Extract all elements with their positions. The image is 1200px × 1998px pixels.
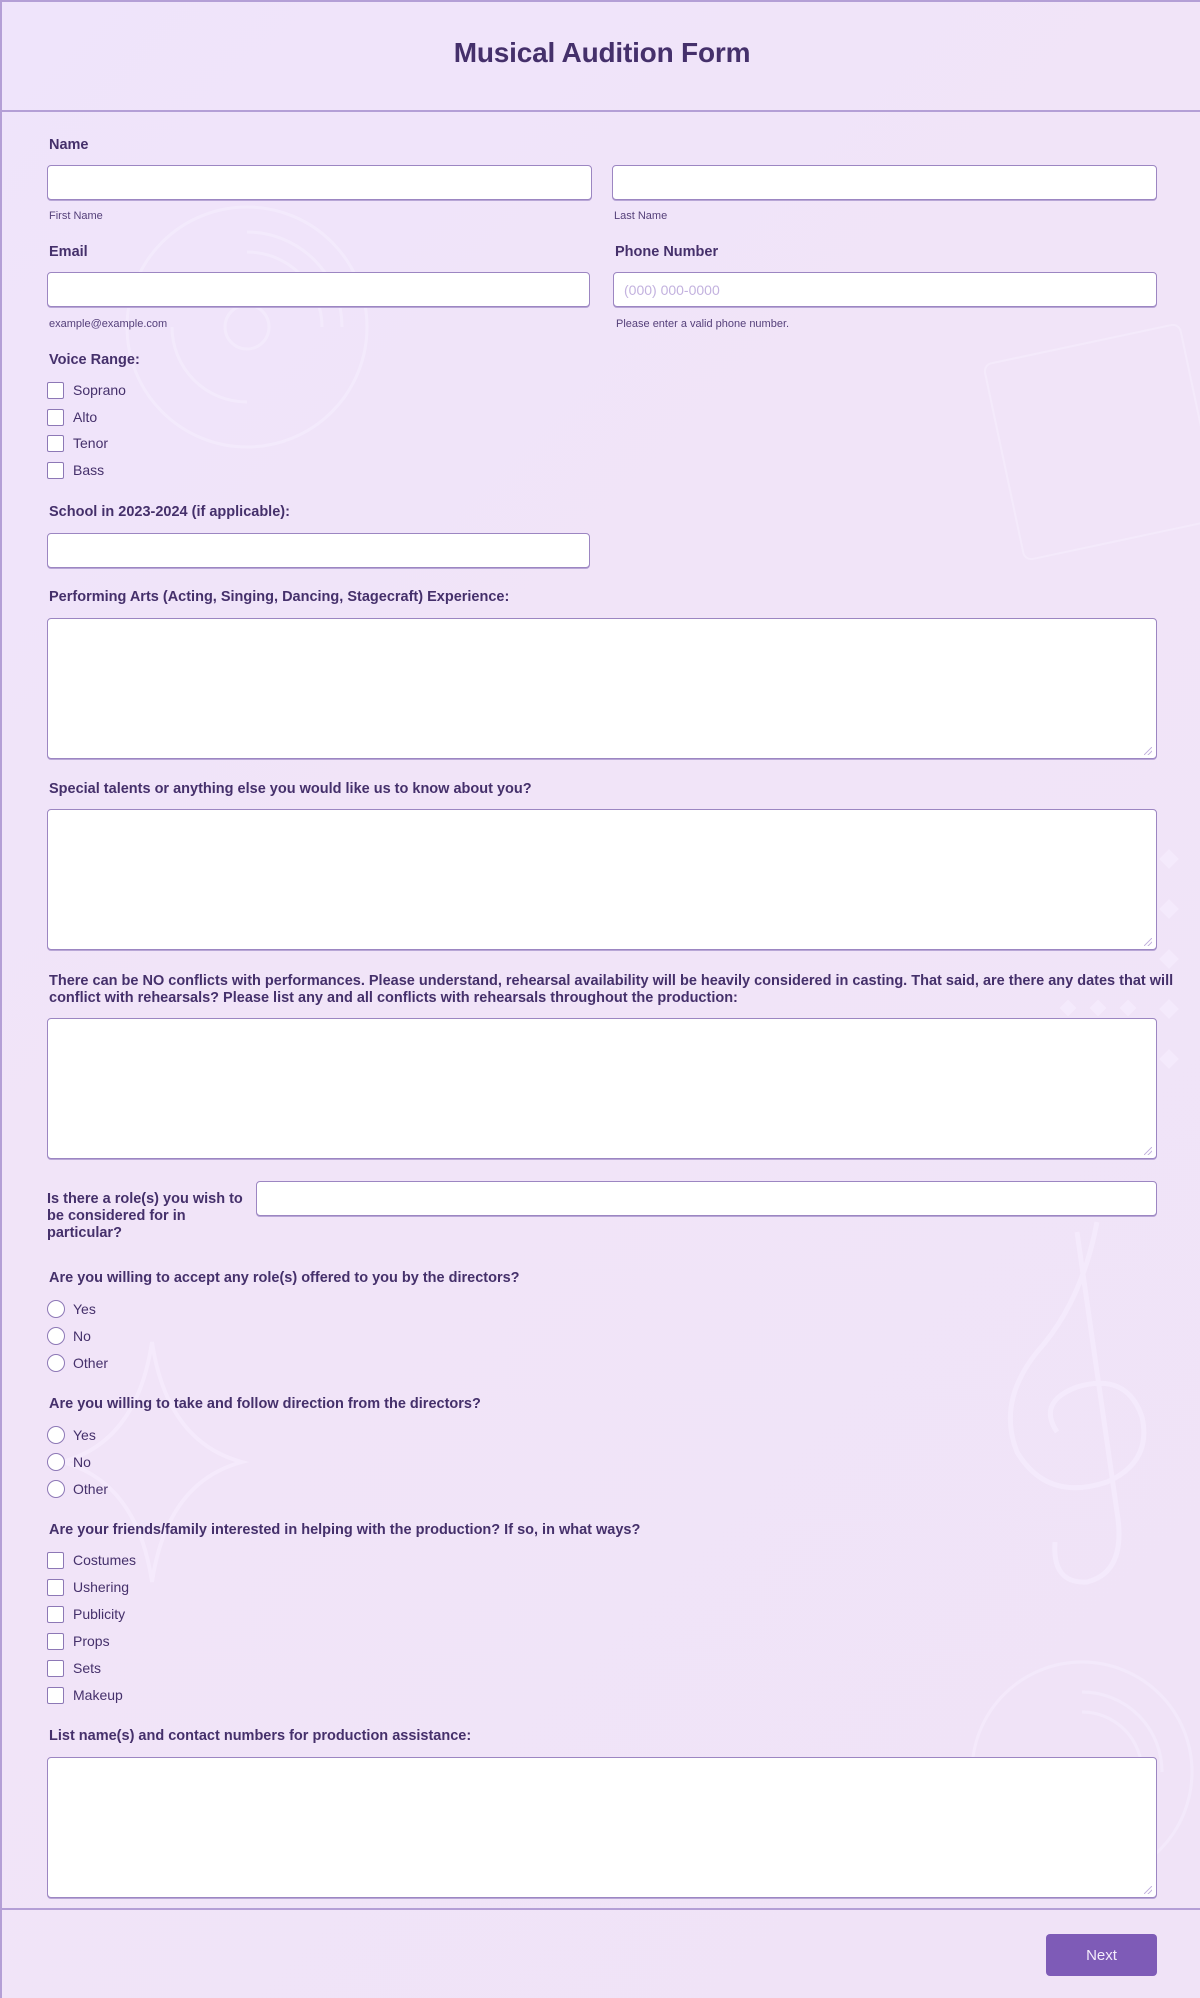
family-help-label: Are your friends/family interested in helping with the production? If so, in what ways?	[49, 1522, 641, 1538]
radio-icon[interactable]	[47, 1327, 65, 1345]
conflicts-textarea[interactable]	[47, 1018, 1157, 1159]
email-sublabel: example@example.com	[49, 318, 168, 330]
form-header	[2, 2, 1200, 112]
form-title: Musical Audition Form	[453, 37, 751, 68]
checkbox-icon[interactable]	[47, 435, 64, 452]
checkbox-icon[interactable]	[47, 1660, 64, 1677]
resize-grip-icon[interactable]	[1144, 938, 1152, 946]
phone-input[interactable]	[613, 272, 1157, 307]
voice-range-label: Voice Range:	[49, 352, 140, 368]
role-preference-input[interactable]	[256, 1181, 1157, 1216]
voice-soprano-checkbox[interactable]	[47, 380, 126, 400]
talents-textarea[interactable]	[47, 809, 1157, 950]
option-label: Other	[73, 1481, 109, 1497]
experience-textarea[interactable]	[47, 618, 1157, 759]
footer-divider	[2, 1908, 1200, 1910]
conflicts-label-line1: There can be NO conflicts with performances. Please understand, rehearsal availability will be heavily considered in casting. That said, are there any dates that will	[49, 973, 1174, 989]
resize-grip-icon[interactable]	[1144, 1886, 1152, 1894]
voice-bass-checkbox[interactable]	[47, 460, 104, 480]
option-label: Sets	[73, 1660, 102, 1676]
conflicts-label-line2: conflict with rehearsals? Please list any and all conflicts with rehearsals throughout the production:	[49, 990, 738, 1006]
first-name-input[interactable]	[47, 165, 592, 200]
follow-direction-label: Are you willing to take and follow direction from the directors?	[49, 1396, 481, 1412]
resize-grip-icon[interactable]	[1144, 1147, 1152, 1155]
role-preference-label-line1: Is there a role(s) you wish to	[47, 1191, 243, 1207]
option-label: Publicity	[73, 1606, 126, 1622]
production-contacts-textarea[interactable]	[47, 1757, 1157, 1898]
checkbox-icon[interactable]	[47, 462, 64, 479]
accept-role-no-radio[interactable]	[47, 1326, 91, 1346]
radio-icon[interactable]	[47, 1480, 65, 1498]
radio-icon[interactable]	[47, 1300, 65, 1318]
option-label: Tenor	[73, 435, 109, 451]
family-help-sets-checkbox[interactable]	[47, 1658, 101, 1678]
experience-label: Performing Arts (Acting, Singing, Dancing, Stagecraft) Experience:	[49, 589, 510, 605]
checkbox-icon[interactable]	[47, 1687, 64, 1704]
radio-icon[interactable]	[47, 1453, 65, 1471]
radio-icon[interactable]	[47, 1354, 65, 1372]
family-help-costumes-checkbox[interactable]	[47, 1550, 136, 1570]
phone-sublabel: Please enter a valid phone number.	[616, 318, 790, 330]
option-label: Ushering	[73, 1579, 130, 1595]
email-input[interactable]	[47, 272, 590, 307]
checkbox-icon[interactable]	[47, 1633, 64, 1650]
email-label: Email	[49, 244, 88, 260]
option-label: No	[73, 1328, 91, 1344]
family-help-ushering-checkbox[interactable]	[47, 1577, 129, 1597]
radio-icon[interactable]	[47, 1426, 65, 1444]
phone-label: Phone Number	[615, 244, 719, 260]
option-label: Other	[73, 1355, 109, 1371]
option-label: Costumes	[73, 1552, 137, 1568]
accept-role-label: Are you willing to accept any role(s) offered to you by the directors?	[49, 1270, 520, 1286]
voice-alto-checkbox[interactable]	[47, 407, 97, 427]
option-label: Alto	[73, 409, 98, 425]
follow-direction-yes-radio[interactable]	[47, 1425, 96, 1445]
option-label: No	[73, 1454, 91, 1470]
role-preference-label-line2: be considered for in	[47, 1208, 186, 1224]
school-label: School in 2023-2024 (if applicable):	[49, 504, 290, 520]
school-input[interactable]	[47, 533, 590, 568]
option-label: Yes	[73, 1427, 96, 1443]
checkbox-icon[interactable]	[47, 1606, 64, 1623]
next-button[interactable]: Next	[1046, 1934, 1157, 1976]
resize-grip-icon[interactable]	[1144, 747, 1152, 755]
name-label: Name	[49, 137, 89, 153]
treble-clef-decoration-icon	[977, 1212, 1177, 1612]
accept-role-yes-radio[interactable]	[47, 1299, 96, 1319]
last-name-input[interactable]	[612, 165, 1157, 200]
family-help-props-checkbox[interactable]	[47, 1631, 110, 1651]
family-help-makeup-checkbox[interactable]	[47, 1685, 123, 1705]
production-contacts-label: List name(s) and contact numbers for production assistance:	[49, 1728, 472, 1744]
family-help-publicity-checkbox[interactable]	[47, 1604, 125, 1624]
option-label: Bass	[73, 462, 105, 478]
checkbox-icon[interactable]	[47, 409, 64, 426]
checkbox-icon[interactable]	[47, 382, 64, 399]
checkbox-icon[interactable]	[47, 1552, 64, 1569]
talents-label: Special talents or anything else you would like us to know about you?	[49, 781, 532, 797]
option-label: Yes	[73, 1301, 96, 1317]
role-preference-label-line3: particular?	[47, 1225, 122, 1241]
option-label: Makeup	[73, 1687, 123, 1703]
accept-role-other-radio[interactable]	[47, 1353, 108, 1373]
first-name-sublabel: First Name	[49, 210, 103, 222]
checkbox-icon[interactable]	[47, 1579, 64, 1596]
option-label: Props	[73, 1633, 110, 1649]
follow-direction-no-radio[interactable]	[47, 1452, 91, 1472]
sheet-music-decoration-icon	[982, 322, 1200, 562]
last-name-sublabel: Last Name	[614, 210, 668, 222]
follow-direction-other-radio[interactable]	[47, 1479, 108, 1499]
option-label: Soprano	[73, 382, 126, 398]
voice-tenor-checkbox[interactable]	[47, 433, 108, 453]
